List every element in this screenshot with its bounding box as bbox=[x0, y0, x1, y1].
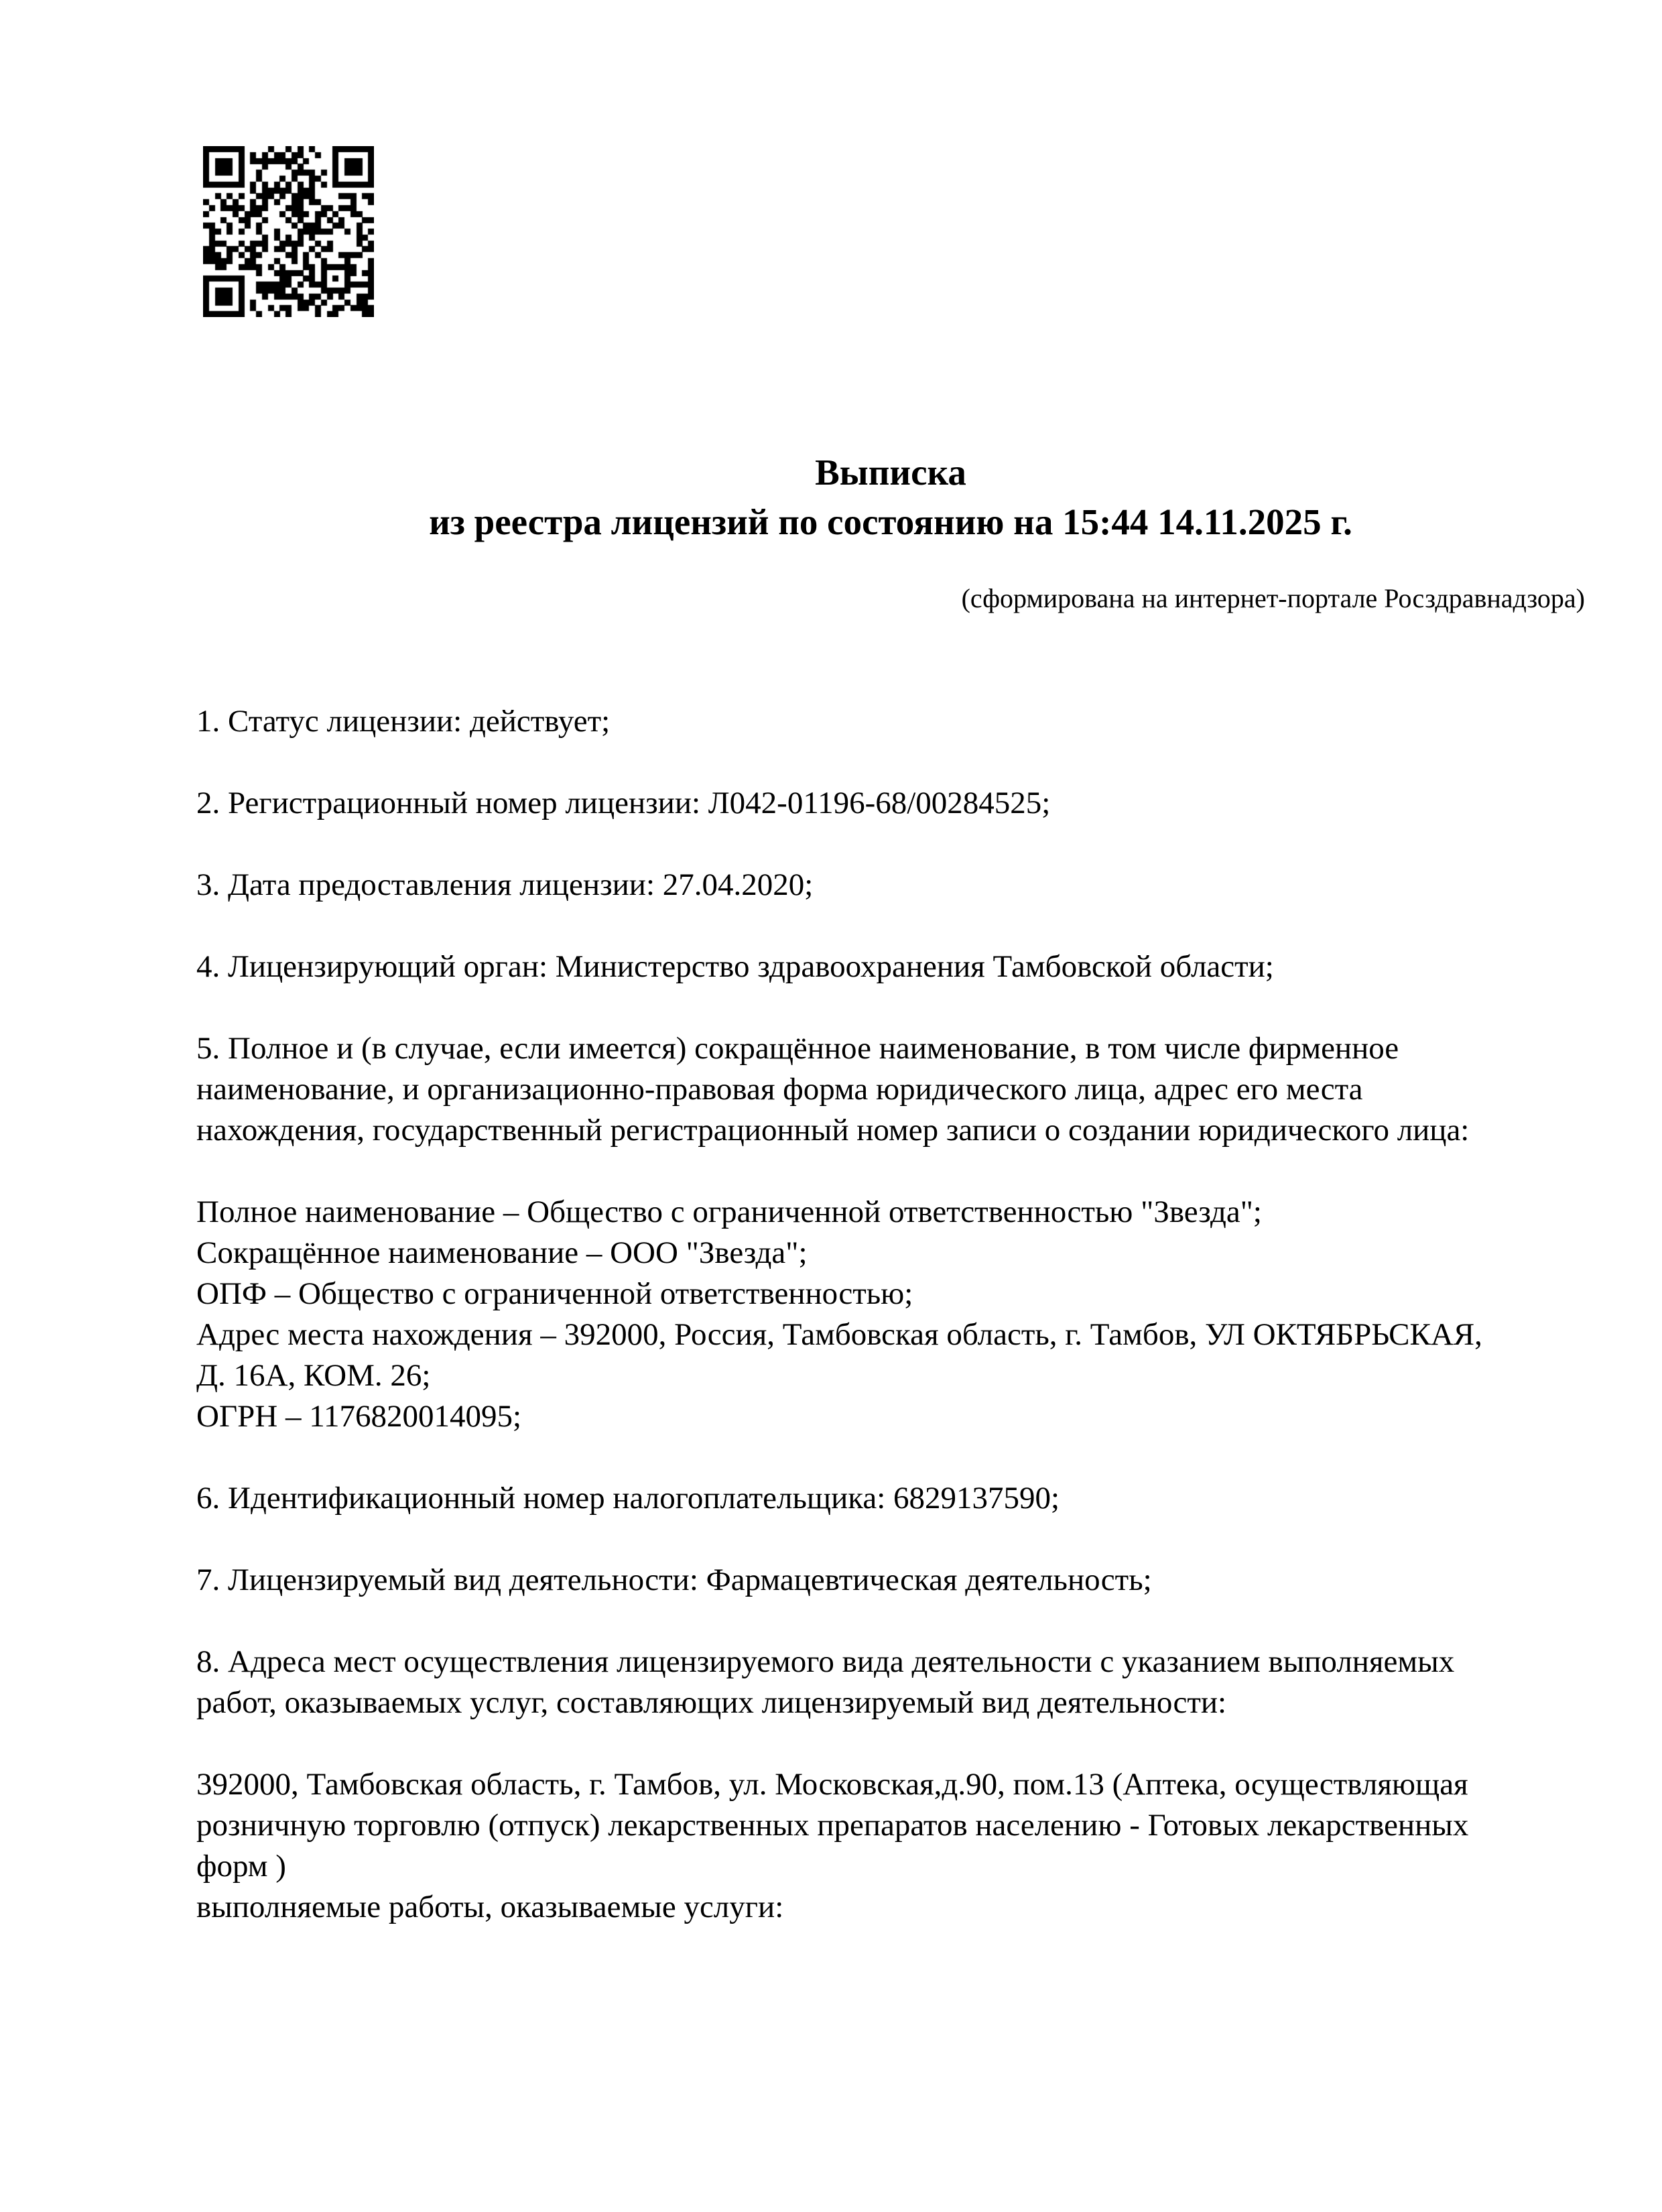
text-line: розничную торговлю (отпуск) лекарственных препаратов населению - Готовых лекарственных bbox=[196, 1808, 1469, 1843]
text-line: Д. 16А, КОМ. 26; bbox=[196, 1358, 431, 1393]
text-line bbox=[196, 1601, 1577, 1642]
text-line: 4. Лицензирующий орган: Министерство здравоохранения Тамбовской области; bbox=[196, 949, 1274, 984]
text-line: 8. Адреса мест осуществления лицензируемого вида деятельности с указанием выполняемых bbox=[196, 1644, 1455, 1679]
text-line: нахождения, государственный регистрационный номер записи о создании юридического лица: bbox=[196, 1113, 1470, 1148]
text-line bbox=[196, 742, 1577, 783]
text-line: ОГРН – 1176820014095; bbox=[196, 1399, 522, 1434]
text-line bbox=[196, 824, 1577, 865]
qr-code-icon bbox=[203, 146, 374, 317]
document-body bbox=[196, 701, 1577, 1928]
text-line bbox=[196, 987, 1577, 1028]
text-line: Полное наименование – Общество с ограниченной ответственностью "Звезда"; bbox=[196, 1194, 1262, 1229]
text-line: наименование, и организационно-правовая форма юридического лица, адрес его места bbox=[196, 1072, 1363, 1107]
document-title bbox=[307, 448, 1474, 547]
text-line: 6. Идентификационный номер налогоплательщика: 6829137590; bbox=[196, 1481, 1060, 1516]
document-subtitle: (сформирована на интернет-портале Росздравнадзора) bbox=[961, 583, 1585, 613]
text-line bbox=[196, 1519, 1577, 1560]
text-line: 7. Лицензируемый вид деятельности: Фармацевтическая деятельность; bbox=[196, 1562, 1152, 1597]
text-line bbox=[196, 906, 1577, 946]
text-line: 392000, Тамбовская область, г. Тамбов, ул. Московская,д.90, пом.13 (Аптека, осуществляющая bbox=[196, 1767, 1468, 1802]
title-line-2: из реестра лицензий по состоянию на 15:44 14.11.2025 г. bbox=[429, 501, 1352, 542]
text-line: Сокращённое наименование – ООО "Звезда"; bbox=[196, 1235, 808, 1270]
title-line-1: Выписка bbox=[815, 452, 966, 493]
text-line: работ, оказываемых услуг, составляющих лицензируемый вид деятельности: bbox=[196, 1685, 1227, 1720]
text-line: ОПФ – Общество с ограниченной ответственностью; bbox=[196, 1276, 913, 1311]
text-line: 1. Статус лицензии: действует; bbox=[196, 704, 611, 739]
text-line bbox=[196, 1437, 1577, 1478]
text-line: 2. Регистрационный номер лицензии: Л042-01196-68/00284525; bbox=[196, 786, 1051, 820]
text-line: 3. Дата предоставления лицензии: 27.04.2020; bbox=[196, 867, 814, 902]
text-line bbox=[196, 1151, 1577, 1192]
text-line: 5. Полное и (в случае, если имеется) сокращённое наименование, в том числе фирменное bbox=[196, 1031, 1399, 1066]
text-line bbox=[196, 1723, 1577, 1764]
text-line: выполняемые работы, оказываемые услуги: bbox=[196, 1890, 784, 1924]
text-line: форм ) bbox=[196, 1849, 286, 1884]
text-line: Адрес места нахождения – 392000, Россия, Тамбовская область, г. Тамбов, УЛ ОКТЯБРЬСКАЯ, bbox=[196, 1317, 1482, 1352]
